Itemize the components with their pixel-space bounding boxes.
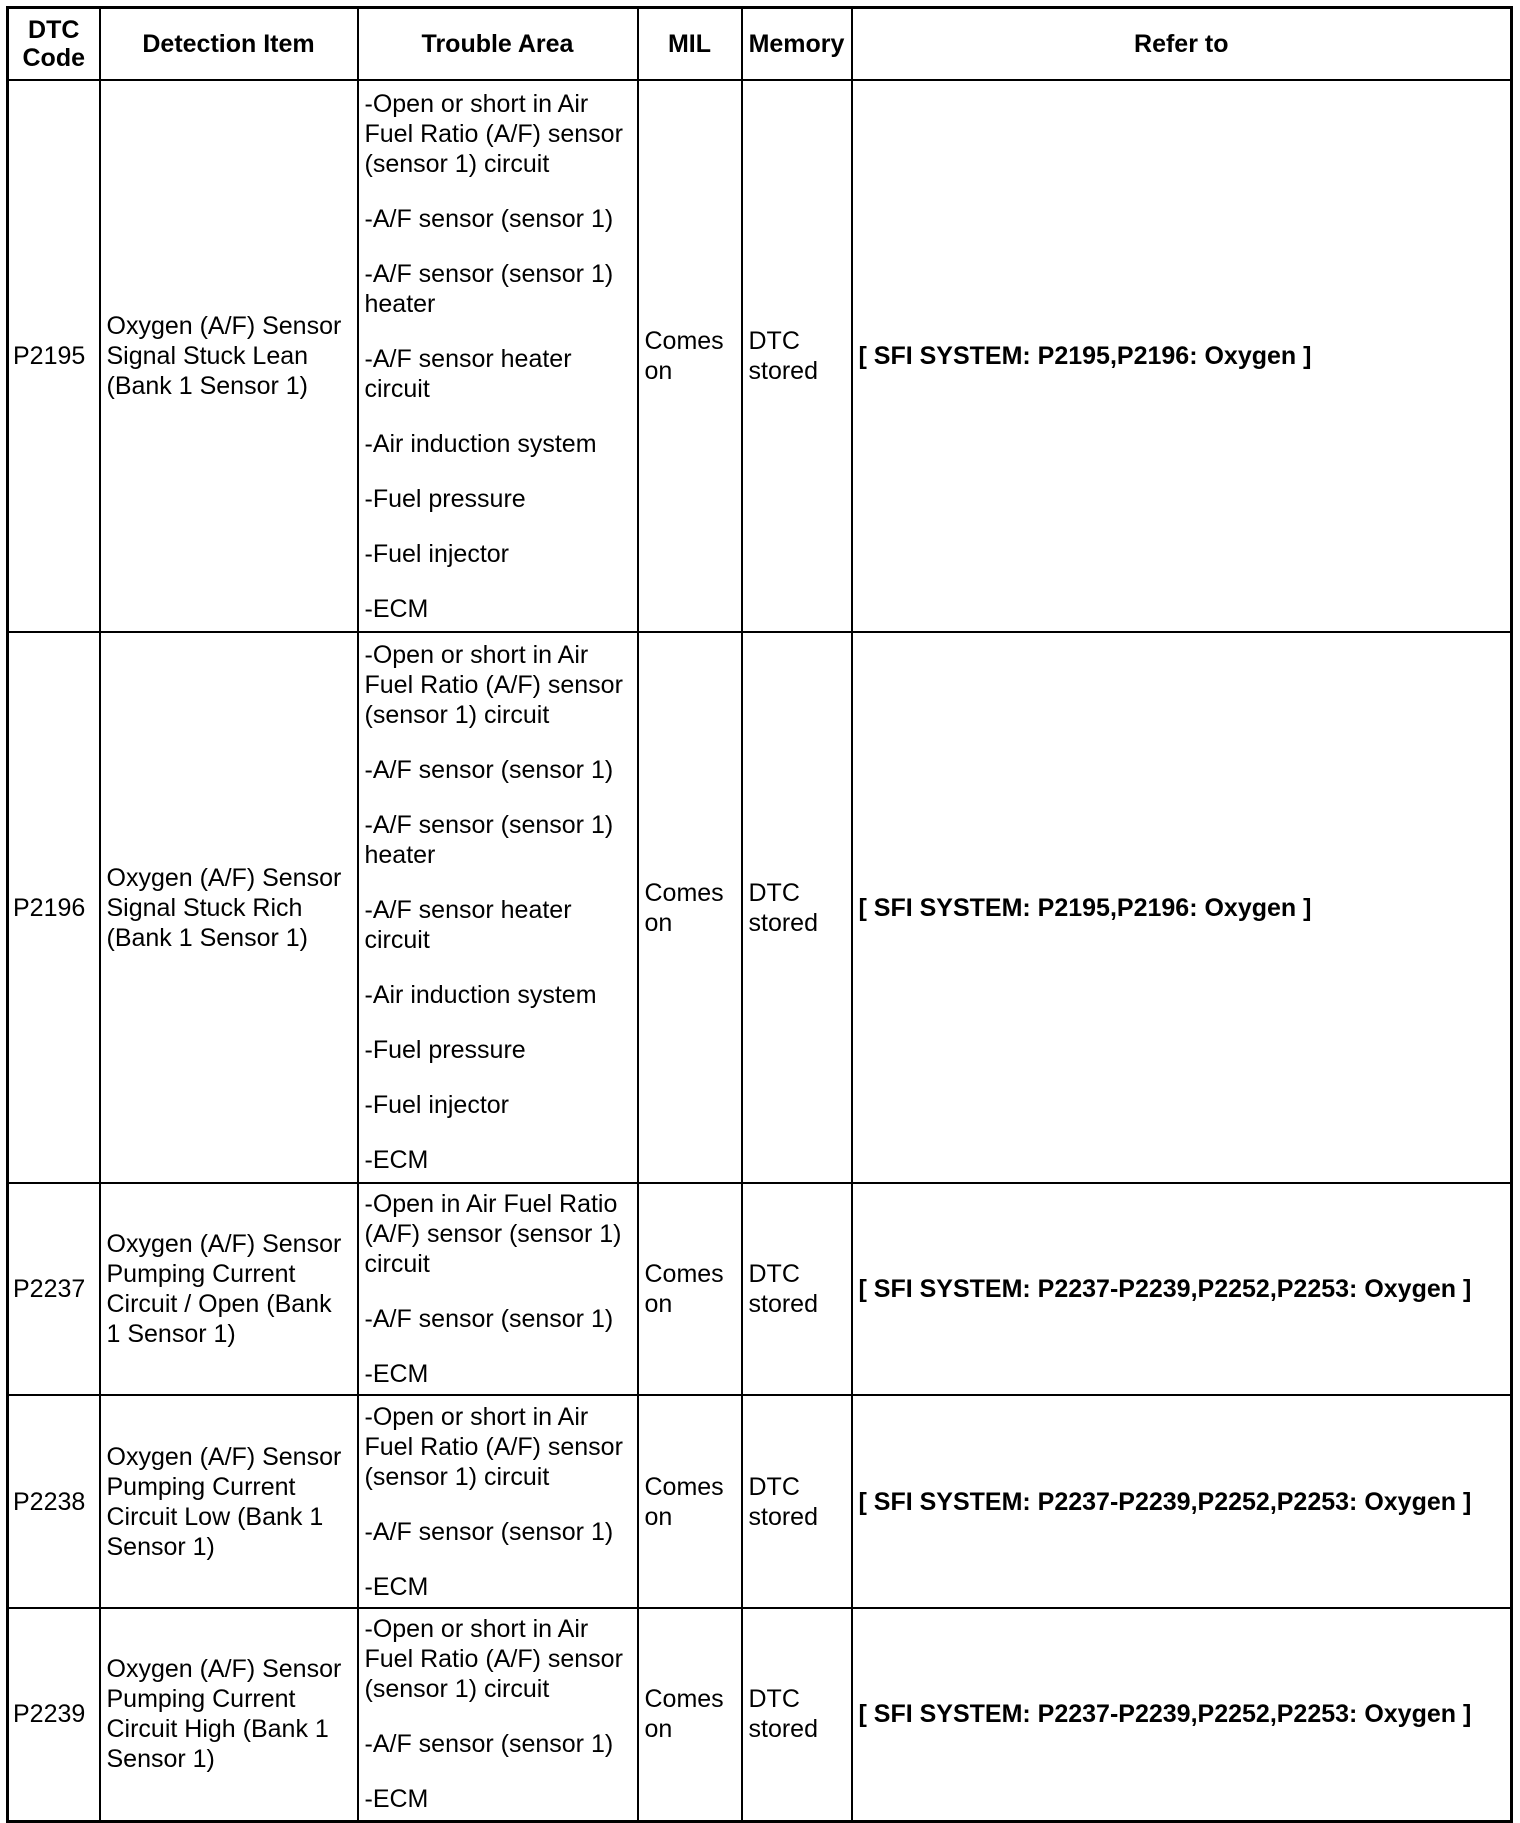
header-row	[8, 8, 1512, 81]
refer-to-link[interactable]: [ SFI SYSTEM: P2195,P2196: Oxygen ]	[852, 632, 1512, 1183]
header-dtc-code: DTC Code	[8, 8, 100, 81]
trouble-area-item: -A/F sensor (sensor 1)	[364, 1305, 614, 1333]
table-row	[8, 1183, 1512, 1395]
trouble-area-item: -A/F sensor heater circuit	[364, 896, 572, 954]
mil-cell: Comes on	[638, 80, 742, 632]
memory-cell: DTC stored	[742, 80, 852, 632]
trouble-area-item: -A/F sensor (sensor 1)	[364, 204, 614, 233]
header-trouble-area: Trouble Area	[358, 8, 638, 81]
detection-item-cell: Oxygen (A/F) Sensor Signal Stuck Lean (Bank 1 Sensor 1)	[100, 80, 358, 632]
detection-item-cell: Oxygen (A/F) Sensor Pumping Current Circuit High (Bank 1 Sensor 1)	[100, 1608, 358, 1821]
dtc-code-cell: P2238	[8, 1395, 100, 1608]
trouble-area-item: -Open or short in Air Fuel Ratio (A/F) sensor (sensor 1) circuit	[364, 641, 623, 729]
trouble-area-cell	[358, 1395, 638, 1608]
refer-to-link[interactable]: [ SFI SYSTEM: P2237-P2239,P2252,P2253: Oxygen ]	[852, 1183, 1512, 1395]
mil-cell: Comes on	[638, 632, 742, 1183]
mil-cell: Comes on	[638, 1183, 742, 1395]
trouble-area-item: -ECM	[364, 1785, 429, 1814]
refer-to-link[interactable]: [ SFI SYSTEM: P2195,P2196: Oxygen ]	[852, 80, 1512, 632]
dtc-code-cell: P2195	[8, 80, 100, 632]
trouble-area-item: -Air induction system	[364, 429, 597, 458]
trouble-area-cell	[358, 80, 638, 632]
trouble-area-item: -Open in Air Fuel Ratio (A/F) sensor (sensor 1) circuit	[364, 1190, 622, 1278]
trouble-area-item: -ECM	[364, 1572, 429, 1601]
trouble-area-item: -Fuel injector	[364, 1091, 509, 1119]
dtc-code-cell: P2196	[8, 632, 100, 1183]
trouble-area-item: -Open or short in Air Fuel Ratio (A/F) sensor (sensor 1) circuit	[364, 89, 623, 178]
trouble-area-item: -Open or short in Air Fuel Ratio (A/F) sensor (sensor 1) circuit	[364, 1402, 623, 1491]
mil-cell: Comes on	[638, 1608, 742, 1821]
trouble-area-item: -A/F sensor (sensor 1)	[364, 1517, 614, 1546]
memory-cell: DTC stored	[742, 1395, 852, 1608]
trouble-area-cell	[358, 632, 638, 1183]
refer-to-link[interactable]: [ SFI SYSTEM: P2237-P2239,P2252,P2253: Oxygen ]	[852, 1395, 1512, 1608]
trouble-area-item: -ECM	[364, 1146, 429, 1174]
dtc-code-cell: P2237	[8, 1183, 100, 1395]
header-detection-item: Detection Item	[100, 8, 358, 81]
trouble-area-item: -ECM	[364, 594, 429, 623]
detection-item-cell: Oxygen (A/F) Sensor Signal Stuck Rich (Bank 1 Sensor 1)	[100, 632, 358, 1183]
trouble-area-item: -A/F sensor (sensor 1)	[364, 756, 614, 784]
trouble-area-item: -ECM	[364, 1360, 429, 1388]
dtc-table	[6, 6, 1513, 1823]
mil-cell: Comes on	[638, 1395, 742, 1608]
header-refer-to: Refer to	[852, 8, 1512, 81]
table-header	[8, 8, 1512, 81]
header-memory: Memory	[742, 8, 852, 81]
trouble-area-item: -Fuel pressure	[364, 1036, 526, 1064]
trouble-area-item: -A/F sensor (sensor 1) heater	[364, 811, 614, 869]
trouble-area-item: -A/F sensor (sensor 1)	[364, 1730, 614, 1759]
trouble-area-item: -A/F sensor (sensor 1) heater	[364, 259, 614, 318]
trouble-area-item: -Fuel injector	[364, 539, 509, 568]
dtc-code-cell: P2239	[8, 1608, 100, 1821]
trouble-area-item: -A/F sensor heater circuit	[364, 344, 572, 403]
trouble-area-item: -Fuel pressure	[364, 484, 526, 513]
trouble-area-item: -Open or short in Air Fuel Ratio (A/F) sensor (sensor 1) circuit	[364, 1615, 623, 1704]
trouble-area-cell	[358, 1608, 638, 1821]
trouble-area-item: -Air induction system	[364, 981, 597, 1009]
detection-item-cell: Oxygen (A/F) Sensor Pumping Current Circuit / Open (Bank 1 Sensor 1)	[100, 1183, 358, 1395]
refer-to-link[interactable]: [ SFI SYSTEM: P2237-P2239,P2252,P2253: Oxygen ]	[852, 1608, 1512, 1821]
table-row	[8, 1608, 1512, 1821]
table-body	[8, 80, 1512, 1821]
detection-item-cell: Oxygen (A/F) Sensor Pumping Current Circuit Low (Bank 1 Sensor 1)	[100, 1395, 358, 1608]
memory-cell: DTC stored	[742, 1608, 852, 1821]
table-row	[8, 1395, 1512, 1608]
table-row	[8, 80, 1512, 632]
trouble-area-cell	[358, 1183, 638, 1395]
memory-cell: DTC stored	[742, 632, 852, 1183]
header-mil: MIL	[638, 8, 742, 81]
memory-cell: DTC stored	[742, 1183, 852, 1395]
table-row	[8, 632, 1512, 1183]
